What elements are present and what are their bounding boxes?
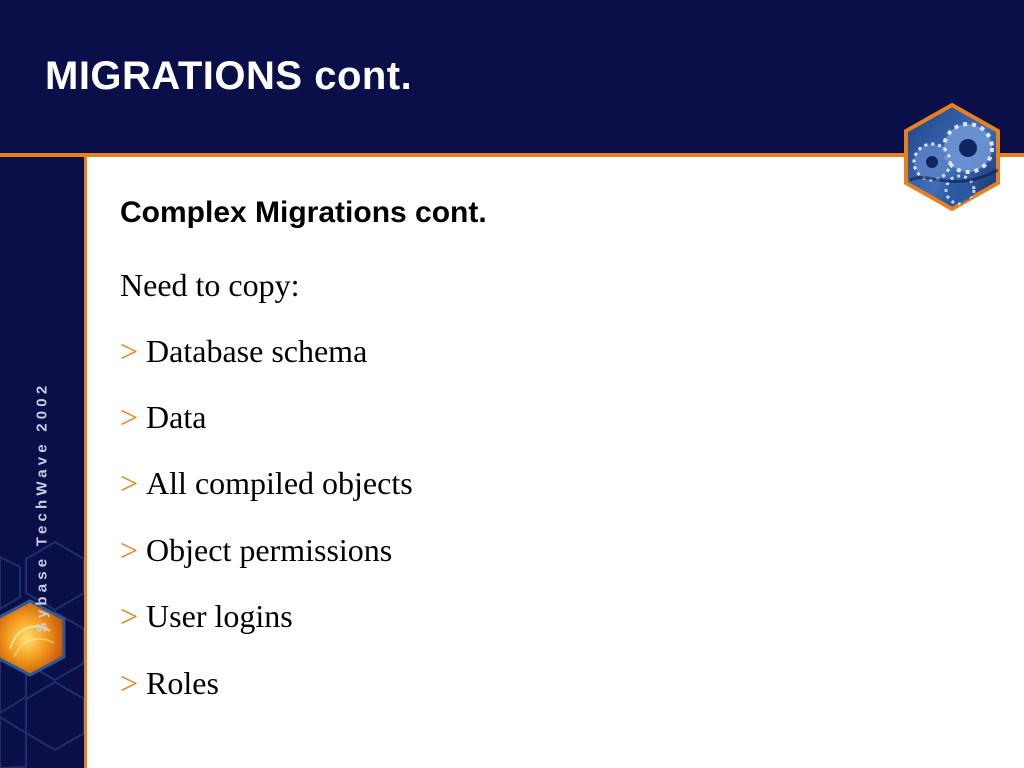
bullet-arrow-icon: > xyxy=(120,665,139,701)
list-item-label: Data xyxy=(146,399,207,435)
list-item xyxy=(120,400,206,435)
sidebar-brand-text: Sybase TechWave 2002 xyxy=(33,381,51,633)
bullet-arrow-icon: > xyxy=(120,532,139,568)
list-item xyxy=(120,533,392,568)
slide-content xyxy=(120,195,487,701)
slide-title: MIGRATIONS cont. xyxy=(45,54,413,98)
list-item-label: All compiled objects xyxy=(146,465,413,501)
list-item xyxy=(120,334,367,369)
bullet-arrow-icon: > xyxy=(120,333,139,369)
list-item xyxy=(120,666,219,701)
intro-text: Need to copy: xyxy=(120,267,300,303)
bullet-arrow-icon: > xyxy=(120,399,139,435)
section-heading: Complex Migrations cont. xyxy=(120,196,487,229)
bullet-arrow-icon: > xyxy=(120,598,139,634)
bullet-arrow-icon: > xyxy=(120,465,139,501)
list-item xyxy=(120,466,413,501)
header-divider xyxy=(0,153,1024,157)
list-item-label: Database schema xyxy=(146,333,368,369)
list-item xyxy=(120,599,293,634)
list-item-label: Object permissions xyxy=(146,532,393,568)
sidebar xyxy=(0,157,84,768)
gear-hexagon-icon xyxy=(900,100,1004,214)
list-item-label: User logins xyxy=(146,598,293,634)
sidebar-divider xyxy=(84,155,87,768)
list-item-label: Roles xyxy=(146,665,219,701)
